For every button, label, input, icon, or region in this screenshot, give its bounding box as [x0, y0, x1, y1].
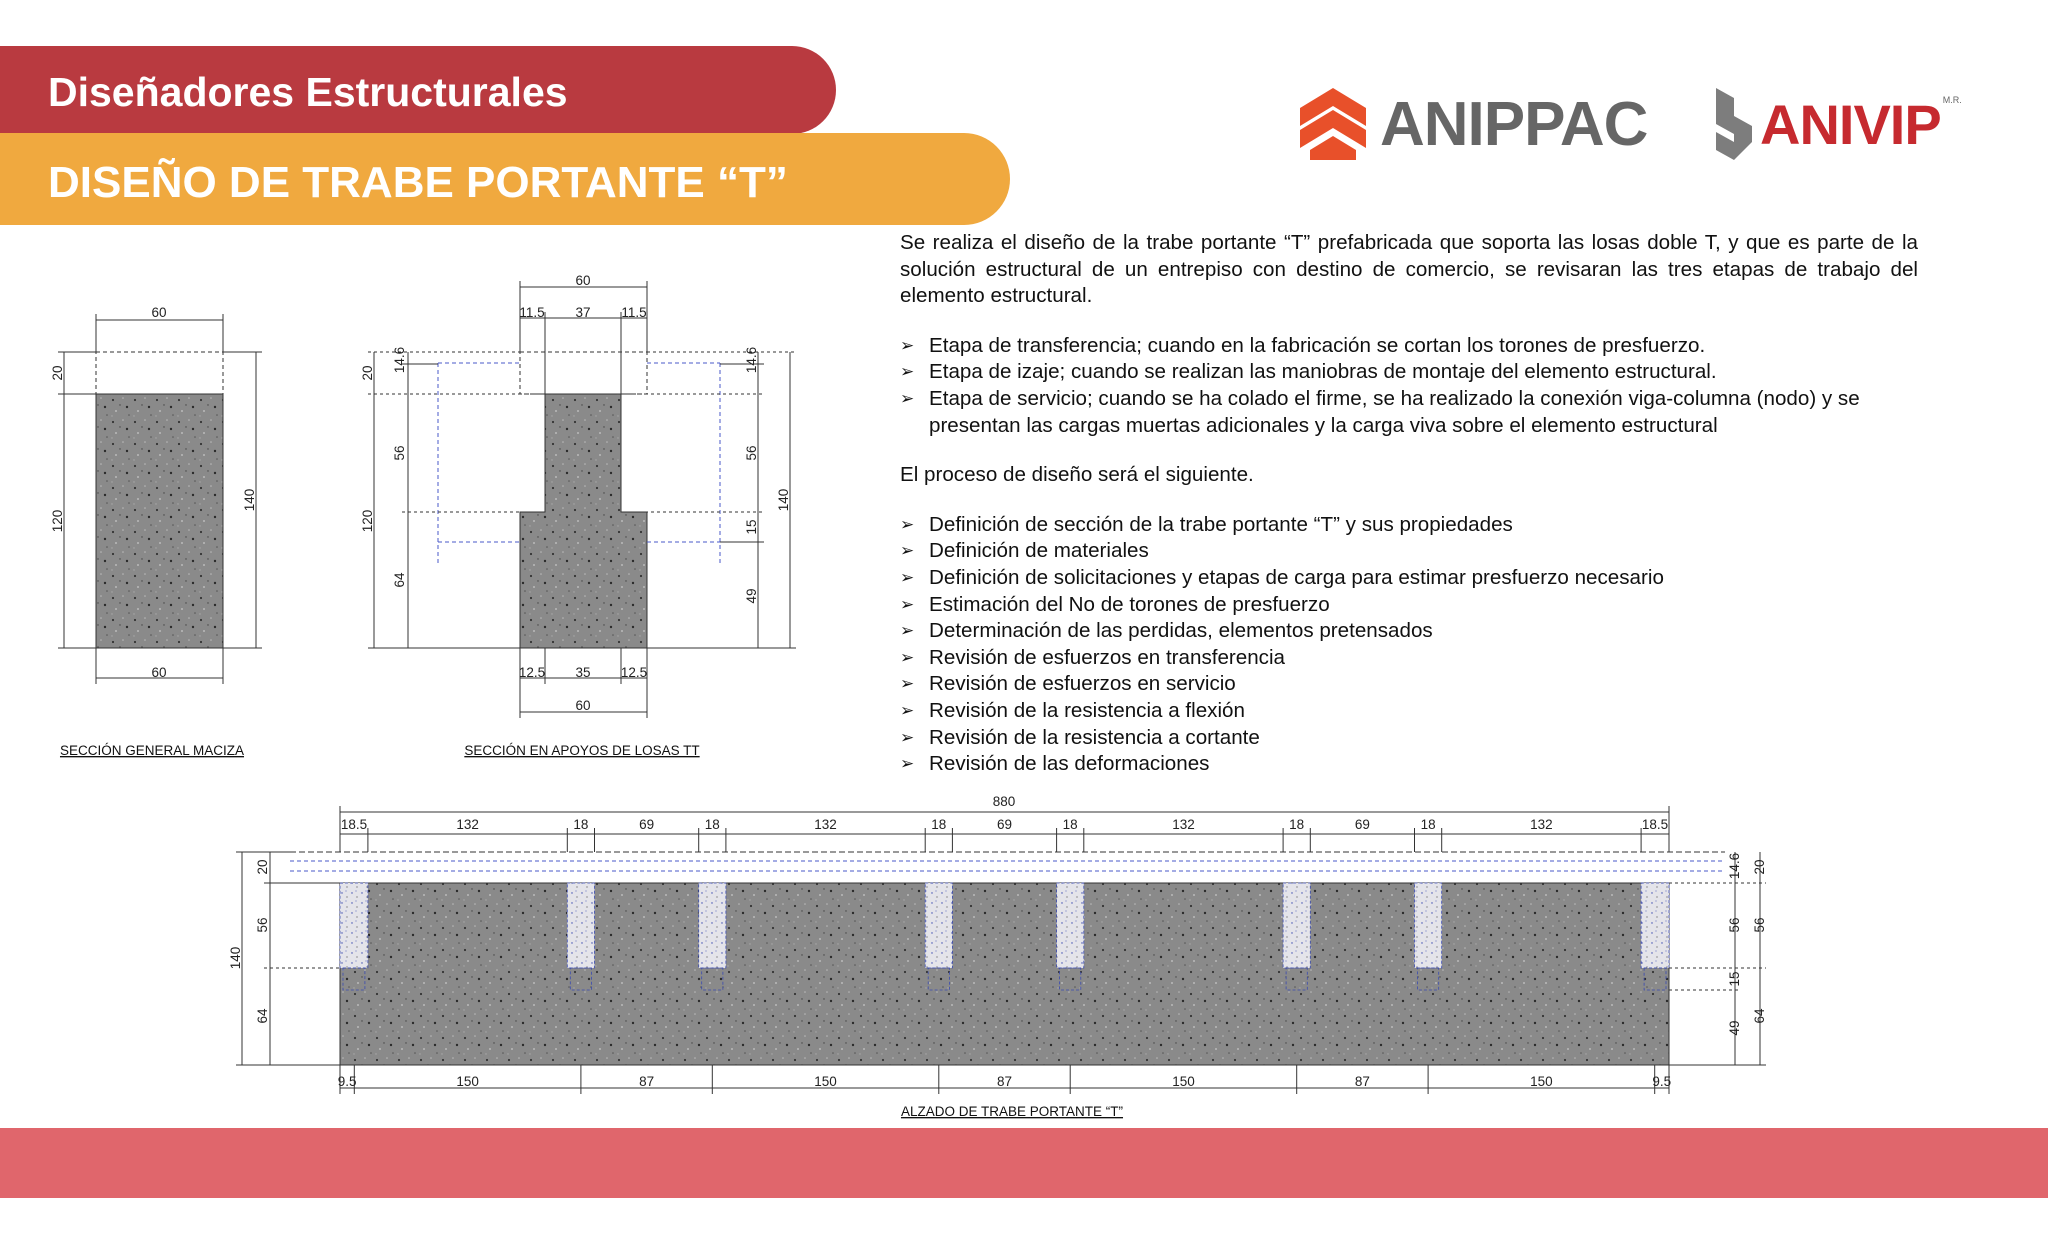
dim-elevation-bottom-0: 9.5 — [337, 1074, 357, 1089]
dim-elevation-top-9: 132 — [1172, 817, 1195, 832]
dim-elevation-top-1: 132 — [456, 817, 479, 832]
dim-apoyos-top-right: 11.5 — [621, 305, 647, 320]
dim-elevation-bottom-6: 87 — [1354, 1074, 1370, 1089]
elevation-socket-0 — [340, 883, 368, 968]
dim-elevation-right-b: 56 — [1727, 917, 1742, 933]
dim-elevation-right-a: 14.6 — [1727, 852, 1742, 880]
elevation-top-dims — [341, 817, 1668, 832]
elevation-socket-7 — [1641, 883, 1669, 968]
dim-elevation-top-14: 18.5 — [1641, 817, 1669, 832]
elevation-socket-3 — [925, 883, 952, 968]
section-maciza — [58, 314, 262, 684]
dim-elevation-right-c: 15 — [1727, 971, 1742, 987]
dim-elevation-left-bottom: 64 — [255, 1008, 270, 1024]
dim-elevation-top-10: 18 — [1289, 817, 1305, 832]
dim-elevation-left-total: 140 — [228, 946, 243, 970]
section-maciza-slab-outline — [96, 352, 223, 394]
dim-elevation-top-4: 18 — [704, 817, 720, 832]
caption-apoyos: SECCIÓN EN APOYOS DE LOSAS TT — [464, 743, 700, 758]
dim-elevation-total: 880 — [992, 794, 1016, 809]
dim-elevation-bottom-3: 150 — [814, 1074, 837, 1089]
dim-maciza-top: 60 — [151, 305, 167, 320]
list-item: ➢ Revisión de la resistencia a flexión — [900, 698, 1918, 725]
list-item: ➢ Revisión de la resistencia a cortante — [900, 725, 1918, 752]
dim-elevation-top-3: 69 — [639, 817, 655, 832]
dim-apoyos-left-main: 120 — [360, 509, 375, 533]
list-item: ➢ Definición de sección de la trabe portante “T” y sus propiedades — [900, 512, 1918, 539]
dim-elevation-right-d: 49 — [1727, 1020, 1742, 1036]
dim-apoyos-right-d: 49 — [744, 588, 759, 604]
elevation-drawing — [236, 806, 1766, 1094]
intro-paragraph: Se realiza el diseño de la trabe portante “T” prefabricada que soporta las losas doble T, y que es parte de la solución estructural de un entrepiso con destino de comercio, se revisaran las tres etapas de trabajo del elemento estructural. — [900, 231, 1918, 308]
dim-apoyos-right-total: 140 — [776, 488, 791, 512]
category-title: Diseñadores Estructurales — [48, 69, 568, 115]
elevation-socket-5 — [1283, 883, 1310, 968]
dim-elevation-bottom-8: 9.5 — [1652, 1074, 1672, 1089]
process-intro: El proceso de diseño será el siguiente. — [900, 463, 1254, 487]
dim-apoyos-left-a: 14.6 — [392, 346, 407, 374]
elevation-socket-2 — [699, 883, 726, 968]
dim-elevation-top-13: 132 — [1530, 817, 1553, 832]
list-item: ➢ Definición de solicitaciones y etapas de carga para estimar presfuerzo necesario — [900, 565, 1918, 592]
dim-elevation-top-5: 132 — [814, 817, 837, 832]
dim-apoyos-left-top: 20 — [360, 365, 375, 381]
dim-elevation-top-0: 18.5 — [340, 817, 368, 832]
elevation-beam-body — [340, 883, 1669, 1065]
elevation-socket-1 — [567, 883, 594, 968]
caption-elevation: ALZADO DE TRABE PORTANTE “T” — [900, 1104, 1124, 1119]
list-item: ➢ Etapa de transferencia; cuando en la fabricación se cortan los torones de presfuerzo. — [900, 333, 1918, 360]
dim-apoyos-right-b: 56 — [744, 445, 759, 461]
anippac-wordmark: ANIPPAC — [1380, 89, 1648, 159]
dim-apoyos-top-mid: 37 — [575, 305, 591, 320]
dim-apoyos-left-c: 64 — [392, 572, 407, 588]
elevation-socket-4 — [1057, 883, 1084, 968]
dim-apoyos-top-left: 11.5 — [519, 305, 545, 320]
dim-elevation-left-top: 20 — [255, 859, 270, 875]
dim-elevation-top-6: 18 — [931, 817, 947, 832]
footer-bar — [0, 1128, 2048, 1198]
dim-elevation-bottom-1: 150 — [456, 1074, 479, 1089]
list-item: ➢ Etapa de izaje; cuando se realizan las maniobras de montaje del elemento estructural. — [900, 359, 1918, 386]
dim-apoyos-right-c: 15 — [744, 519, 759, 535]
elevation-bottom-dims — [338, 1074, 1671, 1089]
list-item: ➢ Estimación del No de torones de presfuerzo — [900, 592, 1918, 619]
dim-apoyos-left-b: 56 — [392, 445, 407, 461]
section-apoyos-body — [520, 394, 647, 648]
dim-elevation-top-2: 18 — [573, 817, 589, 832]
list-item: ➢ Determinación de las perdidas, elementos pretensados — [900, 618, 1918, 645]
dim-elevation-top-12: 18 — [1420, 817, 1436, 832]
page-title: DISEÑO DE TRABE PORTANTE “T” — [48, 158, 788, 207]
dim-apoyos-bot-mid: 35 — [575, 665, 591, 680]
dim-elevation-right-f: 56 — [1752, 917, 1767, 933]
list-item: ➢ Etapa de servicio; cuando se ha colado el firme, se ha realizado la conexión viga-columna (nodo) y se presentan las cargas muertas adicionales y la carga viva sobre el elemento estructural — [900, 386, 1918, 439]
dim-elevation-top-8: 18 — [1062, 817, 1078, 832]
dim-maciza-left-top: 20 — [50, 365, 65, 381]
dim-apoyos-right-a: 14.6 — [744, 346, 759, 374]
dim-apoyos-bot-total: 60 — [575, 698, 591, 713]
caption-maciza: SECCIÓN GENERAL MACIZA — [59, 743, 245, 758]
list-item: ➢ Revisión de esfuerzos en transferencia — [900, 645, 1918, 672]
dim-apoyos-bot-right: 12.5 — [620, 665, 648, 680]
list-item: ➢ Revisión de esfuerzos en servicio — [900, 671, 1918, 698]
section-apoyos — [368, 281, 796, 718]
dim-apoyos-bot-left: 12.5 — [518, 665, 546, 680]
elevation-socket-6 — [1415, 883, 1442, 968]
dim-elevation-bottom-7: 150 — [1530, 1074, 1553, 1089]
dim-elevation-left-mid: 56 — [255, 917, 270, 933]
dim-elevation-bottom-4: 87 — [996, 1074, 1013, 1089]
section-apoyos-slab-outline — [520, 352, 647, 394]
dim-elevation-bottom-2: 87 — [639, 1074, 655, 1089]
dim-maciza-left-main: 120 — [50, 509, 65, 533]
dim-apoyos-top-total: 60 — [575, 273, 591, 288]
section-maciza-body — [96, 394, 223, 648]
dim-maciza-right: 140 — [242, 488, 257, 512]
dim-elevation-bottom-5: 150 — [1172, 1074, 1195, 1089]
list-item: ➢ Definición de materiales — [900, 538, 1918, 565]
list-item: ➢ Revisión de las deformaciones — [900, 751, 1918, 778]
anivip-wordmark: ANIVIP — [1760, 92, 1941, 156]
dim-elevation-top-11: 69 — [1354, 817, 1370, 832]
dim-elevation-right-e: 20 — [1752, 859, 1767, 875]
dim-elevation-top-7: 69 — [996, 817, 1013, 832]
dim-elevation-right-g: 64 — [1752, 1008, 1767, 1024]
dim-maciza-bottom: 60 — [151, 665, 167, 680]
anivip-trademark: M.R. — [1942, 95, 1962, 105]
